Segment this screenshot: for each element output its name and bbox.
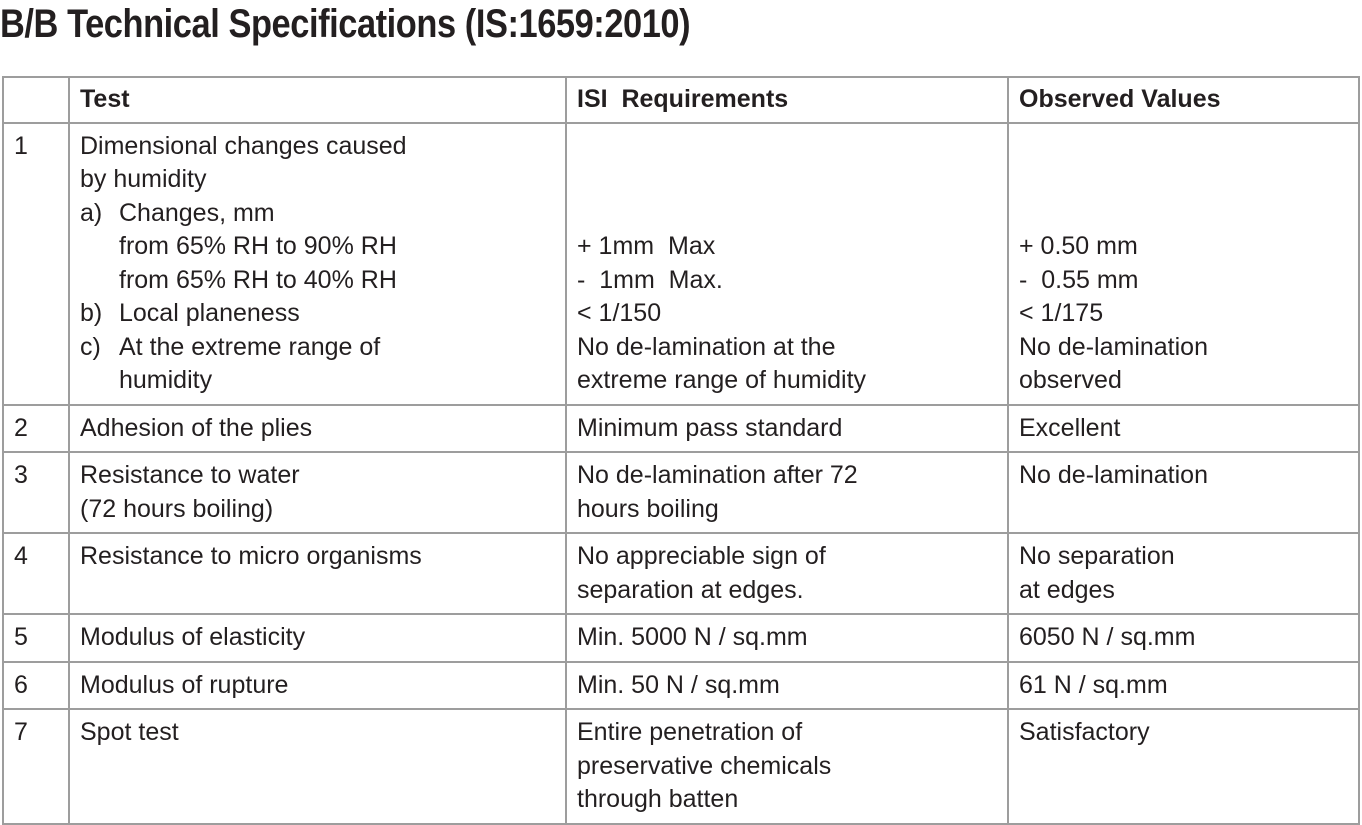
sub-item-label: c) (80, 332, 101, 361)
table-row (3, 614, 1359, 662)
observed-line: at edges (1019, 575, 1115, 604)
observed-cell: Excellent (1008, 405, 1359, 453)
test-line: from 65% RH to 40% RH (119, 265, 397, 294)
sub-item-text: Local planeness (119, 299, 300, 327)
requirement-line: No de-lamination at the (577, 332, 836, 361)
test-line: (72 hours boiling) (80, 494, 274, 523)
sub-item-c (80, 331, 555, 365)
sub-item-label: b) (80, 299, 103, 327)
observed-line: < 1/175 (1019, 299, 1104, 327)
table-row (3, 123, 1359, 405)
requirement-line: - 1mm Max. (577, 265, 723, 294)
requirement-cell (566, 123, 1008, 405)
test-line: from 65% RH to 90% RH (119, 232, 397, 260)
header-observed-values: Observed Values (1008, 77, 1359, 123)
test-line: humidity (119, 366, 213, 394)
table-row (3, 709, 1359, 824)
page-title: B/B Technical Specifications (IS:1659:2010) (0, 2, 691, 46)
requirement-cell: Min. 5000 N / sq.mm (566, 614, 1008, 662)
test-line: by humidity (80, 165, 207, 193)
header-number (3, 77, 69, 123)
observed-line: No separation (1019, 542, 1175, 570)
requirement-line: preservative chemicals (577, 751, 832, 780)
row-number: 5 (3, 614, 69, 662)
table-row (3, 452, 1359, 533)
row-number: 2 (3, 405, 69, 453)
observed-cell: Satisfactory (1008, 709, 1359, 824)
requirement-line: No appreciable sign of (577, 542, 826, 570)
observed-line: - 0.55 mm (1019, 265, 1139, 294)
specifications-table (2, 76, 1360, 825)
requirement-line: Entire penetration of (577, 718, 803, 746)
table-row (3, 662, 1359, 710)
test-line: Dimensional changes caused (80, 131, 407, 160)
requirement-cell (566, 533, 1008, 614)
sub-item-a (80, 197, 555, 231)
requirement-line: separation at edges. (577, 575, 804, 604)
table-row (3, 405, 1359, 453)
test-cell: Adhesion of the plies (69, 405, 566, 453)
test-cell: Spot test (69, 709, 566, 824)
requirement-cell (566, 452, 1008, 533)
observed-cell (1008, 533, 1359, 614)
table-row (3, 533, 1359, 614)
test-cell: Modulus of rupture (69, 662, 566, 710)
table-header-row (3, 77, 1359, 123)
observed-line: + 0.50 mm (1019, 232, 1138, 260)
test-cell: Resistance to micro organisms (69, 533, 566, 614)
observed-cell: No de-lamination (1008, 452, 1359, 533)
requirement-line: < 1/150 (577, 299, 662, 327)
sub-item-text: At the extreme range of (119, 332, 381, 361)
requirement-line: No de-lamination after 72 (577, 461, 858, 489)
row-number: 1 (3, 123, 69, 405)
sub-item-text: Changes, mm (119, 198, 275, 227)
observed-cell (1008, 123, 1359, 405)
sub-item-label: a) (80, 198, 103, 227)
requirement-cell: Minimum pass standard (566, 405, 1008, 453)
test-line: Resistance to water (80, 461, 300, 489)
row-number: 6 (3, 662, 69, 710)
header-isi-requirements: ISI Requirements (566, 77, 1008, 123)
test-cell: Modulus of elasticity (69, 614, 566, 662)
row-number: 7 (3, 709, 69, 824)
test-cell (69, 123, 566, 405)
header-test: Test (69, 77, 566, 123)
observed-line: No de-lamination (1019, 332, 1208, 361)
requirement-line: extreme range of humidity (577, 366, 867, 394)
requirement-cell (566, 709, 1008, 824)
sub-item-b (80, 297, 555, 331)
requirement-line: through batten (577, 785, 739, 813)
observed-line: observed (1019, 366, 1122, 394)
observed-cell: 6050 N / sq.mm (1008, 614, 1359, 662)
row-number: 4 (3, 533, 69, 614)
requirement-cell: Min. 50 N / sq.mm (566, 662, 1008, 710)
observed-cell: 61 N / sq.mm (1008, 662, 1359, 710)
requirement-line: + 1mm Max (577, 232, 716, 260)
test-cell (69, 452, 566, 533)
requirement-line: hours boiling (577, 494, 719, 523)
row-number: 3 (3, 452, 69, 533)
